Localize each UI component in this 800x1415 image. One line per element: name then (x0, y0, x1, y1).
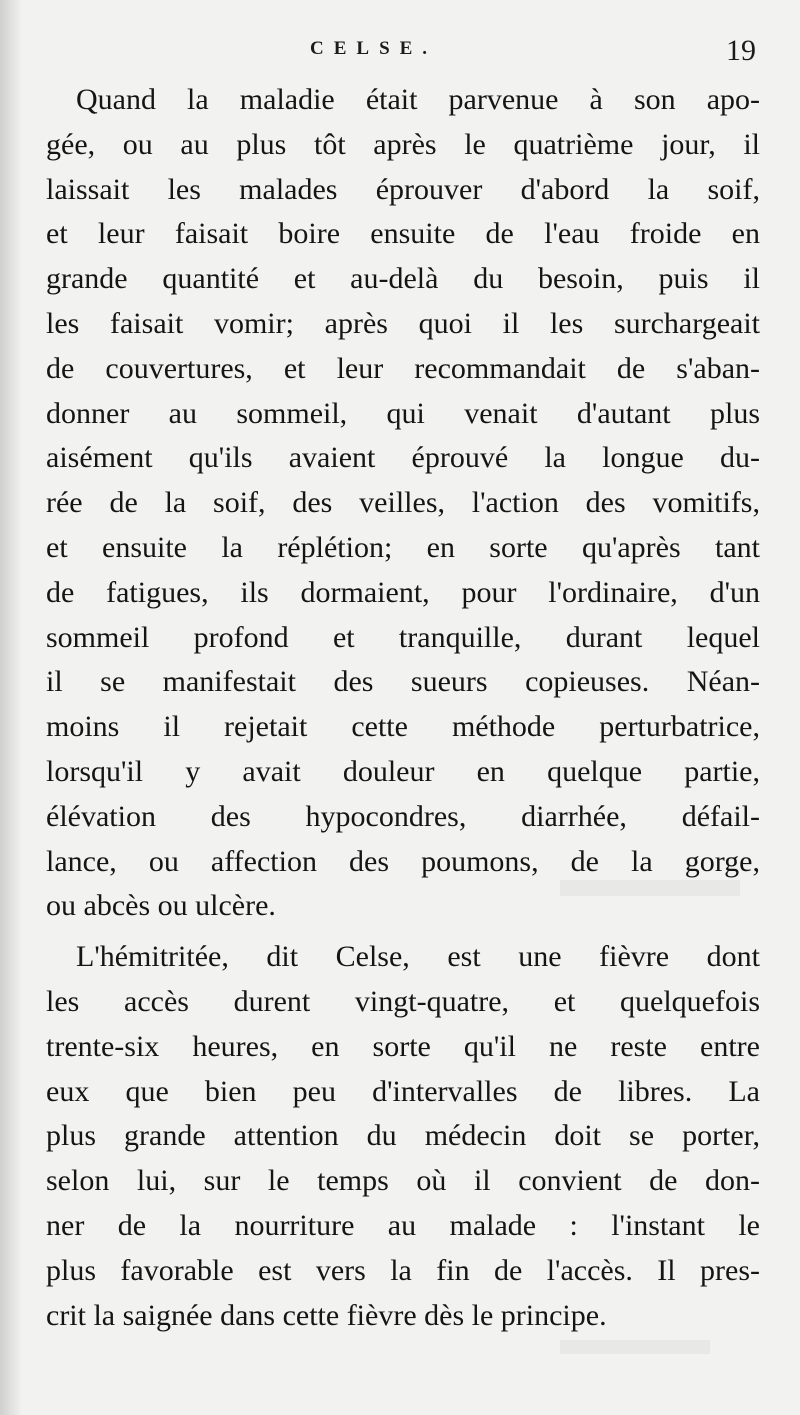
text-line: gée, ou au plus tôt après le quatrième jour, il (46, 127, 760, 161)
text-line: lance, ou affection des poumons, de la gorge, (46, 844, 760, 878)
text-line: de couvertures, et leur recommandait de s'aban- (46, 351, 760, 385)
text-line: les faisait vomir; après quoi il les surchargeait (46, 306, 760, 340)
text-line: crit la saignée dans cette fièvre dès le principe. (46, 1298, 607, 1332)
text-line: plus grande attention du médecin doit se porter, (46, 1119, 760, 1153)
text-line: lorsqu'il y avait douleur en quelque partie, (46, 754, 760, 788)
text-line: L'hémitritée, dit Celse, est une fièvre dont (76, 940, 760, 974)
text-line: plus favorable est vers la fin de l'accès. Il pres- (46, 1253, 760, 1287)
text-line: de fatigues, ils dormaient, pour l'ordinaire, d'un (46, 575, 760, 609)
text-line: donner au sommeil, qui venait d'autant plus (46, 396, 760, 430)
text-line: trente-six heures, en sorte qu'il ne reste entre (46, 1029, 760, 1063)
page-number: 19 (726, 34, 756, 67)
text-line: les accès durent vingt-quatre, et quelquefois (46, 984, 760, 1018)
paragraph-1 (46, 78, 760, 929)
text-line: ner de la nourriture au malade : l'instant le (46, 1208, 760, 1242)
text-line: il se manifestait des sueurs copieuses. Néan- (46, 665, 760, 699)
text-line: rée de la soif, des veilles, l'action des vomitifs, (46, 486, 760, 520)
text-line: moins il rejetait cette méthode perturbatrice, (46, 710, 760, 744)
show-through-bleed (560, 1340, 710, 1354)
text-line: selon lui, sur le temps où il convient de don- (46, 1164, 760, 1198)
body-text (46, 78, 760, 1338)
running-title: CELSE. (310, 38, 438, 59)
text-line: ou abcès ou ulcère. (46, 889, 276, 923)
text-line: eux que bien peu d'intervalles de libres. La (46, 1074, 760, 1108)
running-head (0, 34, 800, 74)
text-line: et ensuite la réplétion; en sorte qu'après tant (46, 530, 760, 564)
text-line: laissait les malades éprouver d'abord la soif, (46, 172, 760, 206)
text-line: grande quantité et au-delà du besoin, puis il (46, 262, 760, 296)
text-line: Quand la maladie était parvenue à son apo- (76, 83, 760, 116)
text-line: élévation des hypocondres, diarrhée, défail- (46, 799, 760, 833)
text-line: sommeil profond et tranquille, durant lequel (46, 620, 760, 654)
paragraph-2 (46, 935, 760, 1338)
text-line: aisément qu'ils avaient éprouvé la longue du- (46, 441, 760, 475)
text-line: et leur faisait boire ensuite de l'eau froide en (46, 217, 760, 251)
